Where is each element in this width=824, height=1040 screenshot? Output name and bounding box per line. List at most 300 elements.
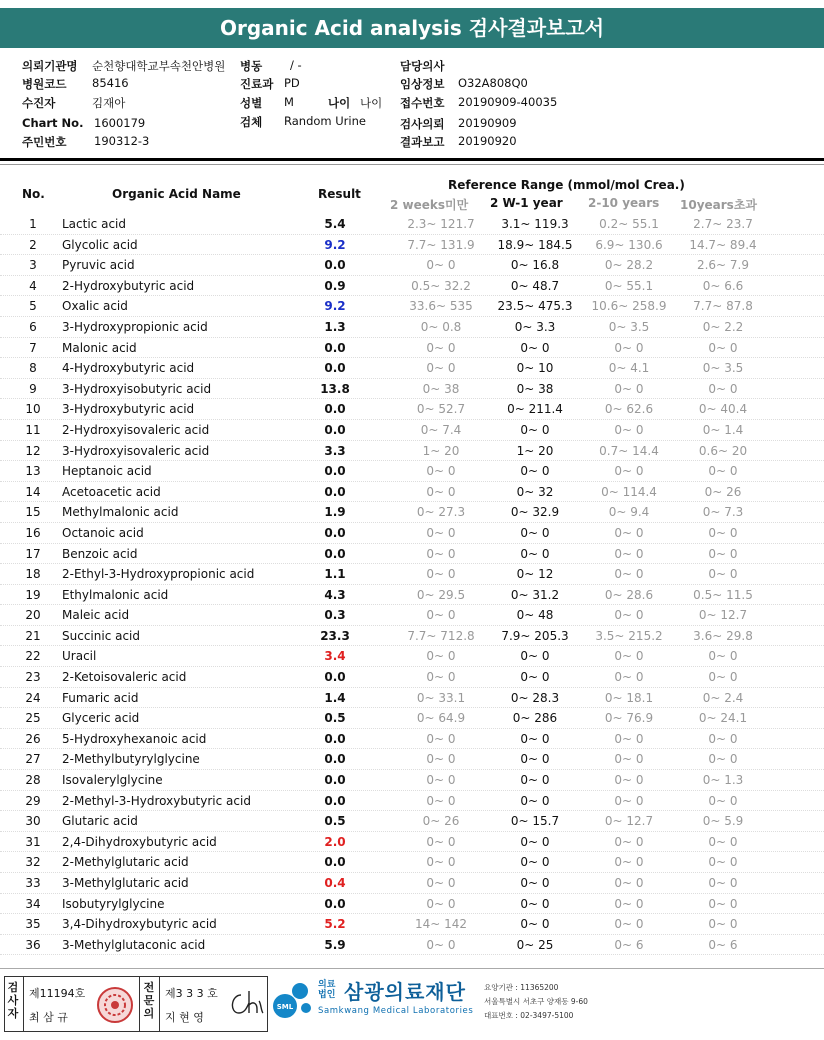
row-ref-over-10y: 14.7~ 89.4	[689, 237, 757, 252]
row-ref-2-10y: 0~ 0	[614, 752, 644, 767]
institution-label: 의뢰기관명	[22, 59, 78, 73]
row-acid-name: 2,4-Dihydroxybutyric acid	[62, 834, 217, 849]
table-row	[0, 729, 824, 750]
row-ref-2w-1y: 1~ 20	[516, 443, 554, 458]
row-ref-2-10y: 0~ 76.9	[604, 711, 654, 726]
row-ref-under-2-weeks: 0~ 52.7	[416, 402, 466, 417]
row-no: 9	[29, 381, 37, 396]
row-ref-2w-1y: 0~ 38	[516, 381, 554, 396]
accession-value: 20190909-40035	[458, 95, 558, 109]
table-row	[0, 399, 824, 420]
row-ref-2w-1y: 0~ 0	[520, 464, 550, 479]
org-institution-code: 요양기관 : 11365200	[484, 983, 559, 992]
row-ref-over-10y: 0~ 0	[708, 834, 738, 849]
row-result: 1.4	[324, 690, 346, 705]
row-result: 0.5	[324, 711, 346, 726]
sign-divider-1	[23, 977, 24, 1031]
row-ref-over-10y: 0~ 24.1	[698, 711, 748, 726]
row-ref-under-2-weeks: 0~ 0	[426, 464, 456, 479]
table-row	[0, 708, 824, 729]
row-result: 0.9	[324, 278, 346, 293]
row-acid-name: Isovalerylglycine	[62, 773, 163, 788]
table-row	[0, 605, 824, 626]
row-ref-2w-1y: 0~ 3.3	[514, 319, 556, 334]
row-ref-2-10y: 0~ 0	[614, 422, 644, 437]
row-ref-over-10y: 2.7~ 23.7	[693, 217, 753, 231]
dept-label: 진료과	[240, 77, 274, 91]
rrn-value: 190312-3	[94, 134, 150, 148]
row-result: 13.8	[320, 381, 350, 396]
age-value: 나이	[360, 96, 383, 110]
rrn-label: 주민번호	[22, 135, 67, 149]
row-ref-2w-1y: 0~ 0	[520, 649, 550, 664]
row-ref-2-10y: 0~ 0	[614, 876, 644, 890]
row-ref-2-10y: 0~ 0	[614, 917, 644, 932]
row-acid-name: Pyruvic acid	[62, 258, 135, 273]
doctor-label: 담당의사	[400, 59, 445, 73]
row-ref-2-10y: 0~ 0	[614, 855, 644, 870]
ref-col-header-3: 2-10 years	[588, 196, 660, 210]
table-row	[0, 235, 824, 256]
row-ref-2w-1y: 0~ 32.9	[510, 505, 560, 520]
row-ref-over-10y: 0~ 5.9	[702, 814, 744, 829]
row-ref-2-10y: 0~ 4.1	[608, 361, 650, 376]
row-ref-2w-1y: 0~ 10	[516, 361, 554, 376]
accession-label: 접수번호	[400, 96, 445, 110]
row-ref-over-10y: 0~ 0	[708, 546, 738, 561]
col-header-reference: Reference Range (mmol/mol Crea.)	[448, 178, 685, 192]
row-ref-over-10y: 0~ 7.3	[702, 505, 744, 520]
org-prefix-2: 법인	[318, 990, 336, 1000]
row-ref-over-10y: 0~ 0	[708, 752, 738, 767]
specialist-name: 지 현 영	[165, 1011, 204, 1024]
row-ref-2-10y: 0~ 6	[614, 937, 644, 952]
table-row	[0, 255, 824, 276]
table-row	[0, 585, 824, 606]
row-ref-2w-1y: 0~ 0	[520, 752, 550, 767]
specialist-license-no: 제3 3 3 호	[165, 987, 218, 1000]
row-result: 9.2	[324, 299, 346, 314]
row-ref-2-10y: 0~ 28.2	[604, 258, 654, 273]
row-ref-over-10y: 0~ 0	[708, 896, 738, 911]
row-no: 35	[25, 917, 41, 932]
row-no: 15	[25, 505, 41, 520]
row-acid-name: 2-Hydroxybutyric acid	[62, 278, 195, 293]
row-ref-2w-1y: 0~ 211.4	[507, 402, 563, 417]
row-ref-2w-1y: 0~ 48.7	[510, 278, 560, 293]
row-ref-2w-1y: 0~ 0	[520, 670, 550, 685]
row-acid-name: Heptanoic acid	[62, 464, 152, 479]
row-no: 5	[29, 299, 37, 314]
row-acid-name: Isobutyrylglycine	[62, 896, 165, 911]
specimen-label: 검체	[240, 115, 263, 129]
row-ref-2-10y: 0~ 0	[614, 731, 644, 746]
result-report-value: 20190920	[458, 134, 517, 148]
examiner-seal-icon	[95, 985, 135, 1025]
row-ref-over-10y: 0.5~ 11.5	[693, 587, 753, 602]
sign-divider-2	[139, 977, 140, 1031]
ref-col-header-2: 2 W-1 year	[490, 196, 563, 210]
row-ref-under-2-weeks: 0~ 29.5	[416, 587, 466, 602]
table-row	[0, 791, 824, 812]
row-no: 6	[29, 319, 37, 334]
row-ref-under-2-weeks: 0~ 0.8	[420, 319, 462, 334]
row-ref-over-10y: 0~ 0	[708, 876, 738, 890]
row-ref-2-10y: 3.5~ 215.2	[595, 628, 663, 643]
row-acid-name: Glyceric acid	[62, 711, 140, 726]
row-ref-under-2-weeks: 0~ 0	[426, 896, 456, 911]
org-name: 삼광의료재단	[344, 980, 466, 1004]
table-row	[0, 461, 824, 482]
row-ref-2-10y: 0~ 12.7	[604, 814, 654, 829]
row-no: 21	[25, 628, 41, 643]
row-acid-name: Glycolic acid	[62, 237, 138, 252]
row-ref-2-10y: 0~ 0	[614, 340, 644, 355]
row-ref-over-10y: 0~ 0	[708, 567, 738, 582]
table-row	[0, 811, 824, 832]
row-ref-over-10y: 0~ 0	[708, 670, 738, 685]
result-report-label: 결과보고	[400, 135, 445, 149]
row-acid-name: Ethylmalonic acid	[62, 587, 169, 602]
row-acid-name: 3-Methylglutaric acid	[62, 876, 189, 890]
row-ref-under-2-weeks: 0~ 0	[426, 340, 456, 355]
row-ref-under-2-weeks: 0~ 0	[426, 484, 456, 499]
row-acid-name: Octanoic acid	[62, 525, 144, 540]
specialist-signature-icon	[227, 987, 265, 1021]
examiner-label: 검사자	[7, 981, 19, 1020]
dept-value: PD	[284, 76, 300, 90]
signature-box	[4, 976, 268, 1032]
row-ref-under-2-weeks: 0~ 0	[426, 876, 456, 890]
table-row	[0, 749, 824, 770]
row-acid-name: 4-Hydroxybutyric acid	[62, 361, 195, 376]
org-phone: 대표번호 : 02-3497-5100	[484, 1011, 574, 1020]
row-result: 4.3	[324, 587, 346, 602]
table-row	[0, 358, 824, 379]
row-ref-2-10y: 0~ 114.4	[601, 484, 657, 499]
row-ref-over-10y: 3.6~ 29.8	[693, 628, 753, 643]
row-result: 0.0	[324, 855, 346, 870]
row-no: 24	[25, 690, 41, 705]
row-acid-name: 2-Ketoisovaleric acid	[62, 670, 187, 685]
row-ref-over-10y: 0~ 0	[708, 855, 738, 870]
sex-value: M	[284, 95, 294, 109]
row-result: 0.0	[324, 896, 346, 911]
table-row	[0, 873, 824, 894]
table-row	[0, 894, 824, 915]
row-no: 22	[25, 649, 41, 664]
row-ref-2-10y: 0~ 0	[614, 525, 644, 540]
row-ref-2-10y: 0~ 0	[614, 381, 644, 396]
row-ref-2w-1y: 0~ 28.3	[510, 690, 560, 705]
patient-info-block	[22, 56, 812, 152]
row-no: 16	[25, 525, 41, 540]
table-row	[0, 502, 824, 523]
row-ref-2w-1y: 0~ 0	[520, 546, 550, 561]
row-ref-2-10y: 0~ 0	[614, 608, 644, 623]
institution-value: 순천향대학교부속천안병원	[92, 59, 226, 73]
row-ref-2-10y: 0~ 0	[614, 649, 644, 664]
hospital-code-label: 병원코드	[22, 77, 67, 91]
table-row	[0, 626, 824, 647]
row-no: 11	[25, 422, 41, 437]
row-ref-2w-1y: 0~ 25	[516, 937, 554, 952]
row-ref-over-10y: 0~ 26	[704, 484, 742, 499]
examiner-license-no: 제11194호	[29, 987, 86, 1000]
row-ref-under-2-weeks: 0~ 0	[426, 773, 456, 788]
table-row	[0, 420, 824, 441]
row-ref-under-2-weeks: 0~ 0	[426, 258, 456, 273]
row-ref-under-2-weeks: 0~ 0	[426, 752, 456, 767]
row-result: 2.0	[324, 834, 346, 849]
row-acid-name: Malonic acid	[62, 340, 137, 355]
row-result: 0.0	[324, 525, 346, 540]
table-row	[0, 646, 824, 667]
row-no: 29	[25, 793, 41, 808]
row-ref-2-10y: 0~ 18.1	[604, 690, 654, 705]
row-ref-under-2-weeks: 14~ 142	[414, 917, 468, 932]
row-result: 0.0	[324, 752, 346, 767]
row-acid-name: 2-Methyl-3-Hydroxybutyric acid	[62, 793, 251, 808]
row-ref-2-10y: 0~ 55.1	[604, 278, 654, 293]
row-acid-name: Benzoic acid	[62, 546, 138, 561]
row-ref-over-10y: 0~ 40.4	[698, 402, 748, 417]
row-no: 30	[25, 814, 41, 829]
table-row	[0, 441, 824, 462]
sex-label: 성별	[240, 96, 263, 110]
row-ref-under-2-weeks: 0.5~ 32.2	[411, 278, 471, 293]
examiner-name: 최 삼 규	[29, 1011, 68, 1024]
row-no: 1	[29, 217, 37, 231]
row-no: 25	[25, 711, 41, 726]
row-no: 33	[25, 876, 41, 890]
row-result: 0.0	[324, 546, 346, 561]
row-result: 23.3	[320, 628, 350, 643]
row-ref-2-10y: 0~ 62.6	[604, 402, 654, 417]
row-ref-over-10y: 0~ 3.5	[702, 361, 744, 376]
row-ref-2w-1y: 0~ 0	[520, 917, 550, 932]
row-ref-under-2-weeks: 2.3~ 121.7	[407, 217, 475, 231]
row-no: 23	[25, 670, 41, 685]
table-row	[0, 852, 824, 873]
report-title: Organic Acid analysis 검사결과보고서	[0, 8, 824, 48]
row-ref-2-10y: 0~ 0	[614, 793, 644, 808]
row-ref-2w-1y: 3.1~ 119.3	[501, 217, 569, 231]
row-ref-under-2-weeks: 0~ 0	[426, 670, 456, 685]
row-ref-2w-1y: 7.9~ 205.3	[501, 628, 569, 643]
row-no: 26	[25, 731, 41, 746]
row-acid-name: Methylmalonic acid	[62, 505, 179, 520]
row-no: 28	[25, 773, 41, 788]
row-no: 4	[29, 278, 37, 293]
row-ref-2-10y: 0~ 0	[614, 567, 644, 582]
row-ref-under-2-weeks: 0~ 38	[422, 381, 460, 396]
row-result: 0.0	[324, 340, 346, 355]
row-ref-2w-1y: 0~ 31.2	[510, 587, 560, 602]
age-label: 나이	[328, 96, 351, 110]
specimen-value: Random Urine	[284, 114, 366, 128]
row-acid-name: Lactic acid	[62, 217, 126, 231]
row-ref-over-10y: 0~ 6.6	[702, 278, 744, 293]
row-ref-over-10y: 0.6~ 20	[698, 443, 748, 458]
row-ref-under-2-weeks: 0~ 0	[426, 525, 456, 540]
row-ref-under-2-weeks: 0~ 0	[426, 361, 456, 376]
row-acid-name: Oxalic acid	[62, 299, 128, 314]
row-ref-under-2-weeks: 0~ 0	[426, 546, 456, 561]
row-ref-2w-1y: 0~ 0	[520, 773, 550, 788]
table-row	[0, 296, 824, 317]
row-acid-name: Glutaric acid	[62, 814, 138, 829]
row-no: 2	[29, 237, 37, 252]
row-no: 32	[25, 855, 41, 870]
row-ref-2w-1y: 0~ 0	[520, 834, 550, 849]
row-ref-2w-1y: 18.9~ 184.5	[497, 237, 573, 252]
row-ref-2-10y: 0~ 0	[614, 546, 644, 561]
row-ref-over-10y: 0~ 0	[708, 464, 738, 479]
col-header-name: Organic Acid Name	[112, 187, 241, 201]
row-acid-name: Acetoacetic acid	[62, 484, 161, 499]
row-ref-2-10y: 0.2~ 55.1	[599, 217, 659, 231]
results-table	[0, 214, 824, 955]
row-ref-2-10y: 0~ 28.6	[604, 587, 654, 602]
row-acid-name: 3-Hydroxyisobutyric acid	[62, 381, 212, 396]
row-ref-2-10y: 0~ 9.4	[608, 505, 650, 520]
row-no: 27	[25, 752, 41, 767]
table-row	[0, 935, 824, 956]
table-row	[0, 914, 824, 935]
row-ref-under-2-weeks: 0~ 26	[422, 814, 460, 829]
hospital-code-value: 85416	[92, 76, 129, 90]
row-ref-under-2-weeks: 0~ 64.9	[416, 711, 466, 726]
table-row	[0, 379, 824, 400]
row-ref-2w-1y: 0~ 0	[520, 340, 550, 355]
row-result: 5.9	[324, 937, 346, 952]
ref-col-header-1: 2 weeks미만	[390, 198, 469, 212]
row-result: 0.0	[324, 793, 346, 808]
row-no: 13	[25, 464, 41, 479]
row-ref-over-10y: 0~ 0	[708, 525, 738, 540]
row-acid-name: 2-Methylglutaric acid	[62, 855, 189, 870]
row-no: 31	[25, 834, 41, 849]
org-prefix	[318, 980, 335, 1000]
ref-col-header-4: 10years초과	[680, 198, 758, 212]
row-result: 0.4	[324, 876, 346, 890]
examinee-value: 김재아	[92, 96, 126, 110]
row-ref-2w-1y: 0~ 15.7	[510, 814, 560, 829]
row-no: 12	[25, 443, 41, 458]
row-ref-2w-1y: 0~ 12	[516, 567, 554, 582]
row-ref-2-10y: 0~ 0	[614, 773, 644, 788]
table-row	[0, 688, 824, 709]
organization-block	[272, 974, 632, 1034]
clinical-info-label: 임상정보	[400, 77, 445, 91]
sml-logo-text: SML	[276, 1003, 294, 1011]
row-no: 17	[25, 546, 41, 561]
ward-value: / -	[290, 58, 302, 72]
row-ref-over-10y: 0~ 2.4	[702, 690, 744, 705]
chart-no-label: Chart No.	[22, 116, 84, 130]
row-ref-2-10y: 0~ 3.5	[608, 319, 650, 334]
row-ref-over-10y: 0~ 2.2	[702, 319, 744, 334]
row-ref-over-10y: 0~ 1.4	[702, 422, 744, 437]
row-no: 8	[29, 361, 37, 376]
clinical-info-value: O32A808Q0	[458, 76, 528, 90]
row-result: 0.3	[324, 608, 346, 623]
row-ref-under-2-weeks: 7.7~ 712.8	[407, 628, 475, 643]
col-header-no: No.	[22, 187, 45, 201]
header-divider-thin	[0, 164, 824, 165]
row-ref-2w-1y: 23.5~ 475.3	[497, 299, 573, 314]
row-result: 1.3	[324, 319, 346, 334]
row-acid-name: Fumaric acid	[62, 690, 139, 705]
row-ref-2-10y: 6.9~ 130.6	[595, 237, 663, 252]
row-acid-name: 3,4-Dihydroxybutyric acid	[62, 917, 217, 932]
row-result: 0.0	[324, 670, 346, 685]
row-ref-under-2-weeks: 0~ 0	[426, 649, 456, 664]
org-address: 서울특별시 서초구 양재동 9-60	[484, 997, 588, 1006]
row-acid-name: 3-Hydroxyisovaleric acid	[62, 443, 210, 458]
footer-divider	[0, 968, 824, 969]
sml-logo-icon	[272, 978, 314, 1020]
row-no: 34	[25, 896, 41, 911]
row-ref-under-2-weeks: 0~ 33.1	[416, 690, 466, 705]
examinee-label: 수진자	[22, 96, 56, 110]
row-result: 0.0	[324, 464, 346, 479]
row-no: 19	[25, 587, 41, 602]
specialist-label: 전문의	[143, 981, 155, 1020]
row-no: 3	[29, 258, 37, 273]
row-ref-2-10y: 0~ 0	[614, 464, 644, 479]
row-ref-2w-1y: 0~ 0	[520, 731, 550, 746]
row-acid-name: 2-Hydroxyisovaleric acid	[62, 422, 210, 437]
row-ref-over-10y: 2.6~ 7.9	[696, 258, 750, 273]
row-ref-2w-1y: 0~ 0	[520, 422, 550, 437]
row-ref-2-10y: 0~ 0	[614, 896, 644, 911]
org-name-en: Samkwang Medical Laboratories	[318, 1006, 474, 1016]
row-result: 5.2	[324, 917, 346, 932]
table-row	[0, 564, 824, 585]
row-no: 7	[29, 340, 37, 355]
row-ref-under-2-weeks: 0~ 0	[426, 855, 456, 870]
org-prefix-1: 의료	[318, 980, 336, 990]
row-ref-2w-1y: 0~ 286	[512, 711, 558, 726]
row-ref-under-2-weeks: 1~ 20	[422, 443, 460, 458]
row-acid-name: 2-Ethyl-3-Hydroxypropionic acid	[62, 567, 255, 582]
row-ref-over-10y: 7.7~ 87.8	[693, 299, 753, 314]
row-ref-under-2-weeks: 0~ 0	[426, 731, 456, 746]
table-row	[0, 317, 824, 338]
row-acid-name: 3-Methylglutaconic acid	[62, 937, 206, 952]
row-no: 36	[25, 937, 41, 952]
row-ref-2-10y: 0.7~ 14.4	[599, 443, 659, 458]
row-ref-2w-1y: 0~ 32	[516, 484, 554, 499]
row-result: 0.0	[324, 484, 346, 499]
row-result: 0.0	[324, 773, 346, 788]
header-divider-thick	[0, 158, 824, 161]
row-ref-over-10y: 0~ 0	[708, 917, 738, 932]
request-date-label: 검사의뢰	[400, 117, 445, 131]
row-ref-under-2-weeks: 0~ 0	[426, 608, 456, 623]
row-ref-over-10y: 0~ 0	[708, 340, 738, 355]
row-ref-under-2-weeks: 0~ 7.4	[420, 422, 462, 437]
row-ref-under-2-weeks: 0~ 0	[426, 793, 456, 808]
row-ref-over-10y: 0~ 0	[708, 731, 738, 746]
table-row	[0, 770, 824, 791]
row-ref-2-10y: 10.6~ 258.9	[591, 299, 667, 314]
row-ref-over-10y: 0~ 6	[708, 937, 738, 952]
row-no: 20	[25, 608, 41, 623]
row-result: 0.0	[324, 361, 346, 376]
